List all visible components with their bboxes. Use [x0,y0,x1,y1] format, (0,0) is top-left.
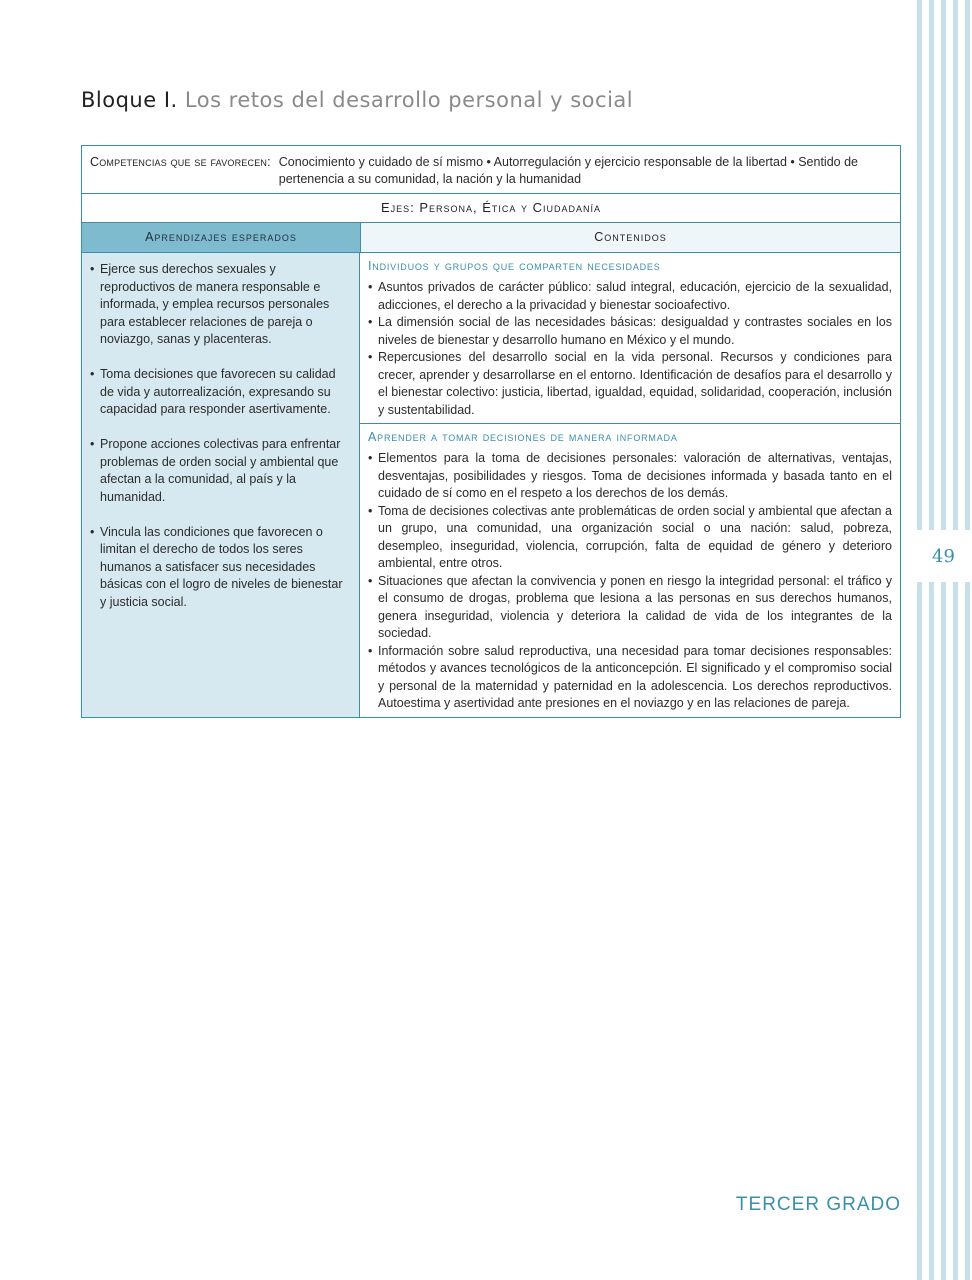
stripe [929,0,934,1280]
section-title: Aprender a tomar decisiones de manera informada [368,430,678,444]
block-subtitle: Los retos del desarrollo personal y social [184,88,634,112]
aprendizajes-column [82,253,360,717]
list-item: • Toma decisiones que favorecen su calidad de vida y autorrealización, expresando su capacidad para responder asertivamente. [90,366,351,419]
stripe [965,0,970,1280]
competencias-label: Competencias que se favorecen: [90,155,271,169]
list-item: • Propone acciones colectivas para enfrentar problemas de orden social y ambiental que afectan a la comunidad, al país y la humanidad. [90,436,351,506]
list-item: • Información sobre salud reproductiva, una necesidad para tomar decisiones responsables: métodos y avances tecnológicos de la anticoncepción. El significado y el compromiso social y personal de la maternidad y paternidad en la adolescencia. Los derechos reproductivos. Autoestima y asertividad ante presiones en el noviazgo y en las relaciones de pareja. [368,643,892,713]
aprendizajes-list [90,261,351,611]
list-item: • Vincula las condiciones que favorecen o limitan el derecho de todos los seres humanos a satisfacer sus necesidades básicas con el logro de niveles de bienestar y justicia social. [90,524,351,612]
grade-footer: TERCER GRADO [735,1194,901,1215]
ejes-row: Ejes: Persona, Ética y Ciudadanía [82,194,900,223]
contenidos-list [368,279,892,419]
column-headers [82,223,900,253]
list-item: • Repercusiones del desarrollo social en la vida personal. Recursos y condiciones para crecer, aprender y desarrollarse en el entorno. Identificación de desafíos para el desarrollo y el bienestar colectivo: justicia, libertad, igualdad, equidad, solidaridad, cooperación, inclusión y sustentabilidad. [368,349,892,419]
contenidos-list [368,450,892,713]
block-label: Bloque I. [81,88,178,112]
page-number: 49 [915,530,972,582]
decorative-stripes [915,0,972,1280]
stripe [941,0,946,1280]
contenidos-column [360,253,900,717]
list-item: • Ejerce sus derechos sexuales y reproductivos de manera responsable e informada, y emplea recursos personales para establecer relaciones de pareja o noviazgo, sanas y placenteras. [90,261,351,349]
stripe [917,0,922,1280]
contenidos-section [360,423,900,717]
header-contenidos: Contenidos [361,223,900,252]
section-title: Individuos y grupos que comparten necesidades [368,259,661,273]
list-item: • Asuntos privados de carácter público: salud integral, educación, ejercicio de la sexualidad, adicciones, el derecho a la privacidad y bienestar socioafectivo. [368,279,892,314]
table-body [82,253,900,717]
curriculum-table [81,145,901,718]
competencias-text: Conocimiento y cuidado de sí mismo • Autorregulación y ejercicio responsable de la libertad • Sentido de pertenencia a su comunidad, la nación y la humanidad [278,155,858,186]
list-item: • Elementos para la toma de decisiones personales: valoración de alternativas, ventajas, desventajas, posibilidades y riesgos. Toma de decisiones informada y basada tanto en el cuidado de sí como en el respeto a los derechos de los demás. [368,450,892,503]
stripe [953,0,958,1280]
header-aprendizajes: Aprendizajes esperados [82,223,361,252]
page-title [81,88,633,112]
list-item: • Situaciones que afectan la convivencia y ponen en riesgo la integridad personal: el tráfico y el consumo de drogas, problema que lesiona a las personas en sus derechos humanos, genera inseguridad, violencia y deteriora la calidad de vida de los integrantes de la sociedad. [368,573,892,643]
list-item: • La dimensión social de las necesidades básicas: desigualdad y contrastes sociales en los niveles de bienestar y desarrollo humano en México y el mundo. [368,314,892,349]
competencias-row [82,146,900,194]
list-item: • Toma de decisiones colectivas ante problemáticas de orden social y ambiental que afectan a un grupo, una comunidad, una organización social o una nación: salud, pobreza, desempleo, inseguridad, violencia, corrupción, falta de equidad de género y deterioro ambiental, entre otros. [368,503,892,573]
contenidos-section [360,253,900,423]
